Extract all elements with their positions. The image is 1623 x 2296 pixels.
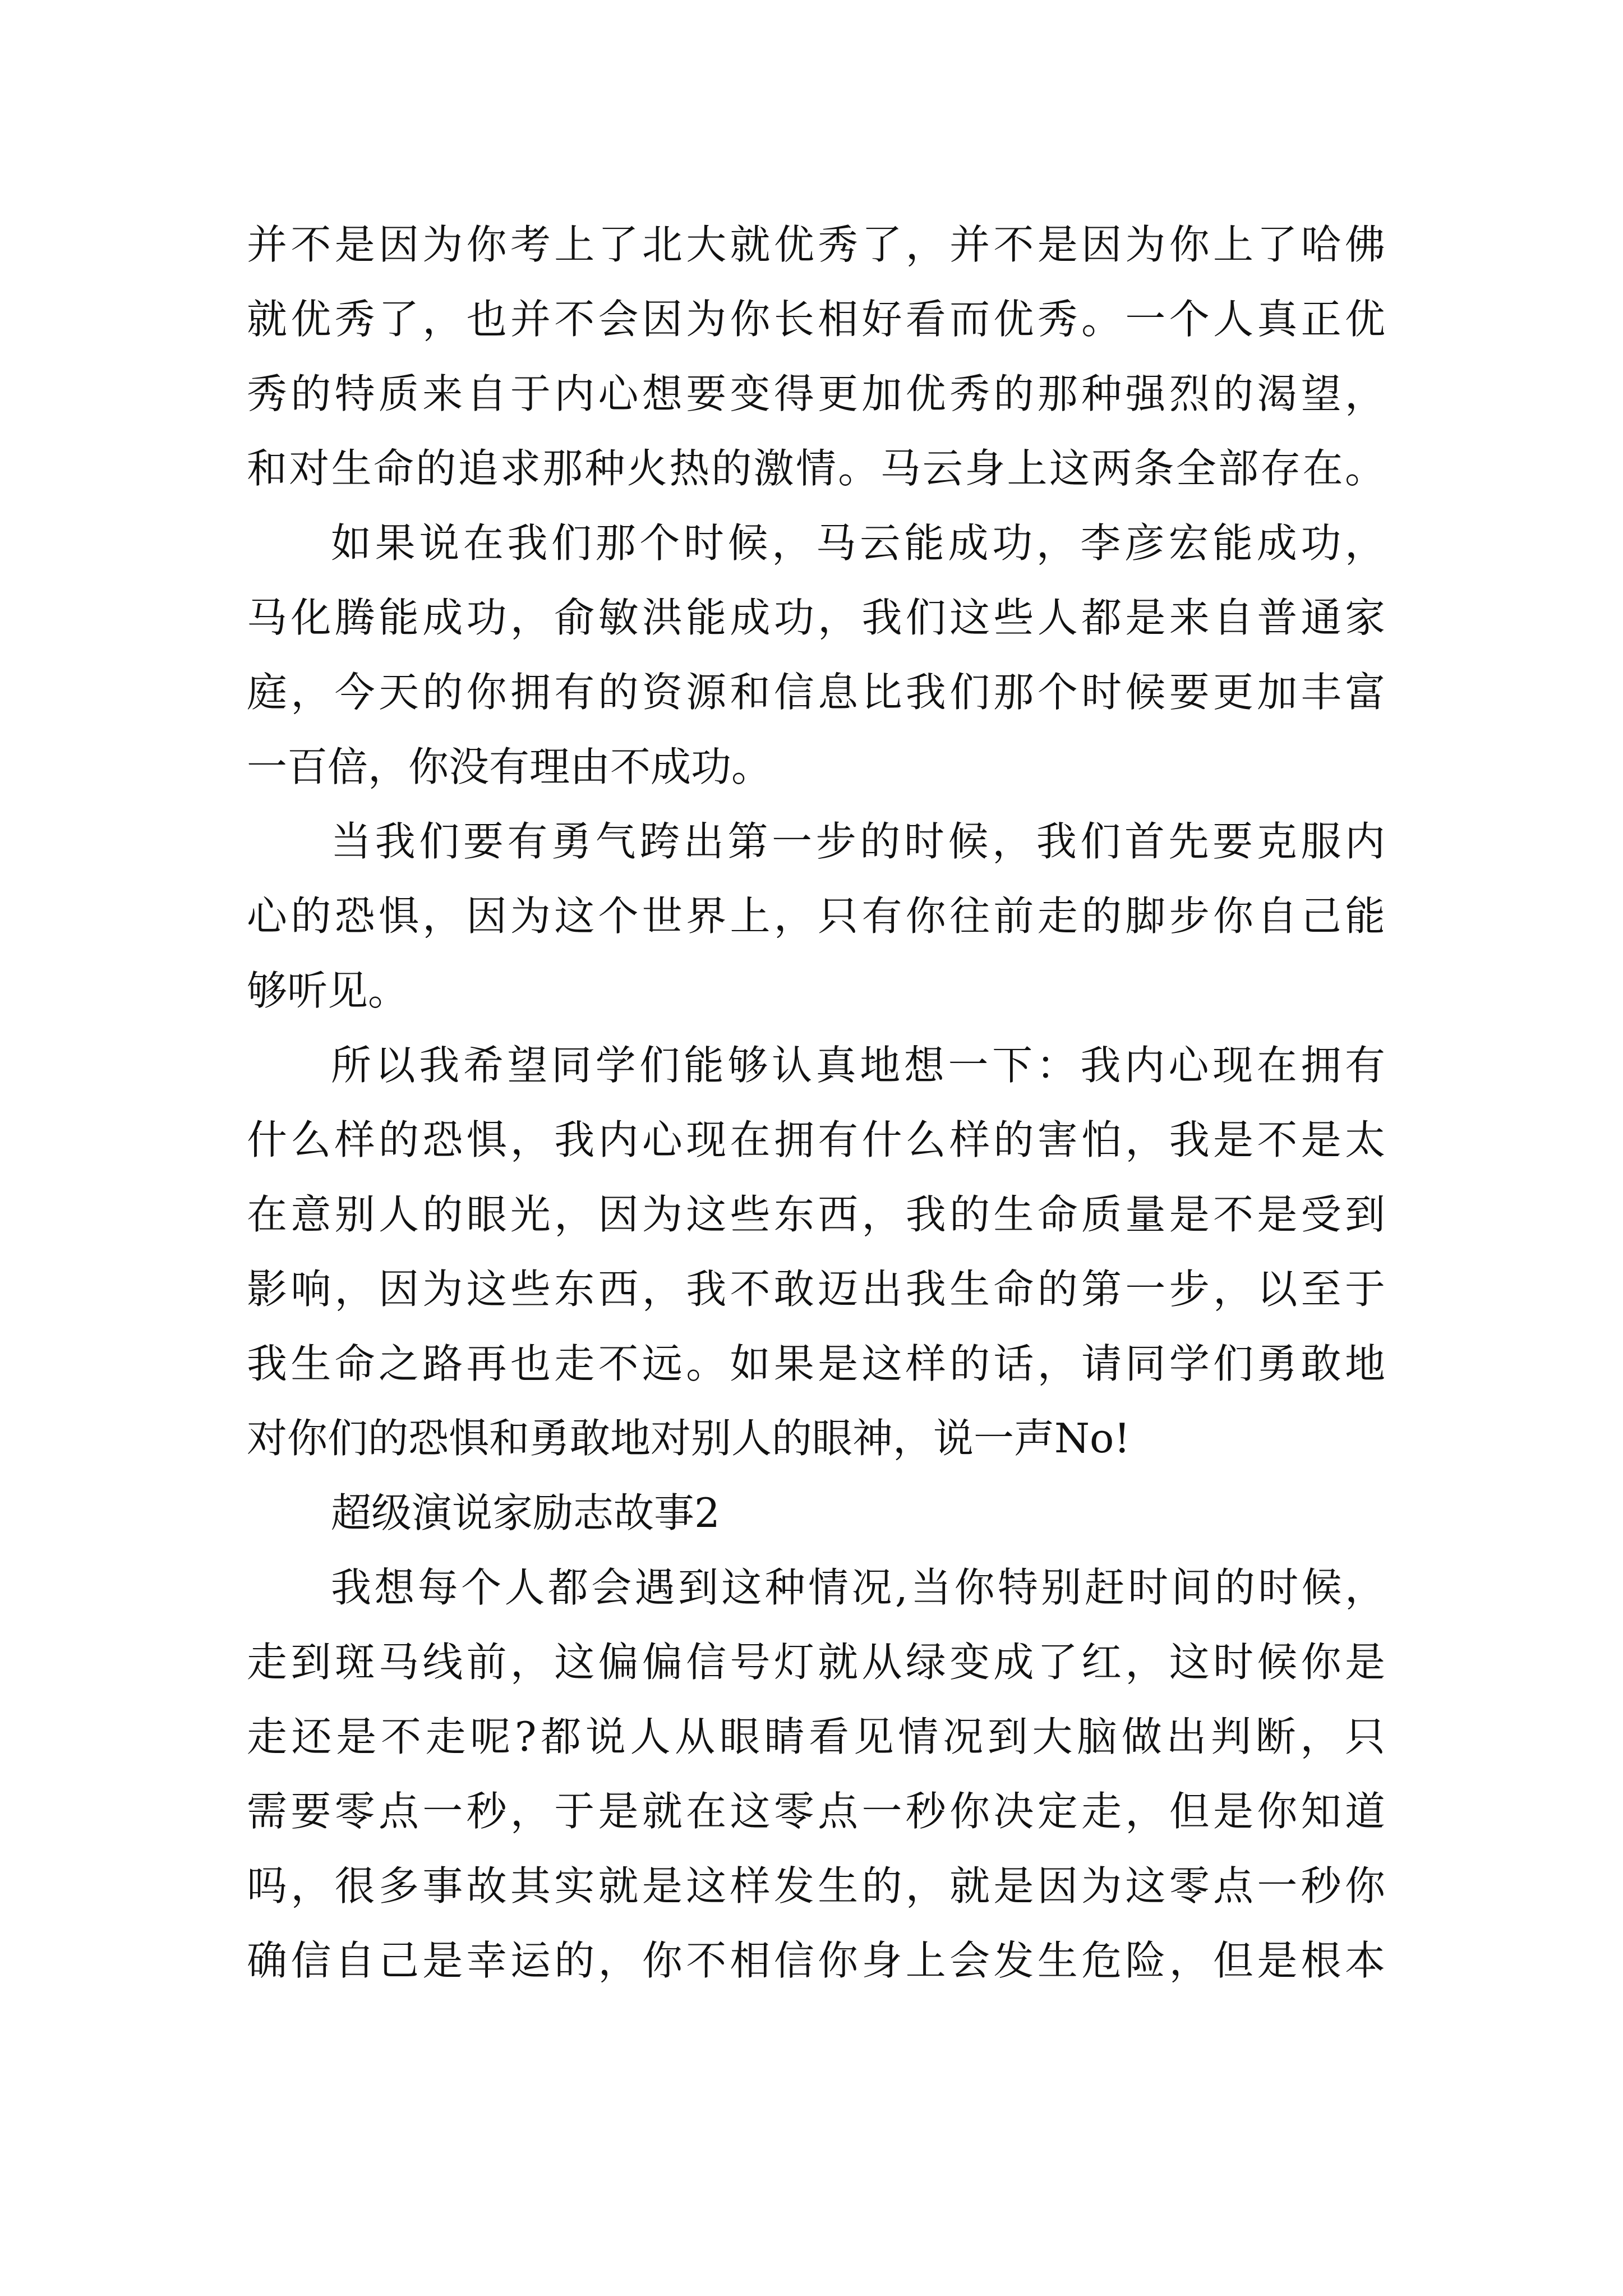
text-line: 秀的特质来自于内心想要变得更加优秀的那种强烈的渴望， [247,370,1385,417]
text-line: 就优秀了，也并不会因为你长相好看而优秀。一个人真正优 [247,296,1385,343]
text-line: 影响，因为这些东西，我不敢迈出我生命的第一步，以至于 [247,1266,1385,1313]
text-line: 确信自己是幸运的，你不相信你身上会发生危险，但是根本 [247,1937,1385,1984]
section-heading: 超级演说家励志故事2 [331,1489,720,1536]
text-line: 走还是不走呢?都说人从眼睛看见情况到大脑做出判断，只 [247,1713,1385,1760]
paragraph-first-line: 当我们要有勇气跨出第一步的时候，我们首先要克服内 [331,818,1385,865]
text-line: 和对生命的追求那种火热的激情。马云身上这两条全部存在。 [247,445,1385,492]
text-line: 一百倍，你没有理由不成功。 [247,743,772,790]
paragraph-first-line: 如果说在我们那个时候，马云能成功，李彦宏能成功， [331,519,1385,567]
text-line: 吗，很多事故其实就是这样发生的，就是因为这零点一秒你 [247,1862,1385,1910]
text-line: 什么样的恐惧，我内心现在拥有什么样的害怕，我是不是太 [247,1116,1385,1163]
text-line: 需要零点一秒，于是就在这零点一秒你决定走，但是你知道 [247,1788,1385,1835]
paragraph-first-line: 我想每个人都会遇到这种情况,当你特别赶时间的时候， [331,1564,1385,1611]
paragraph-first-line: 所以我希望同学们能够认真地想一下：我内心现在拥有 [331,1042,1385,1089]
document-body [247,208,1385,1998]
text-line: 够听见。 [247,967,409,1014]
text-line: 在意别人的眼光，因为这些东西，我的生命质量是不是受到 [247,1191,1385,1238]
text-line: 走到斑马线前，这偏偏信号灯就从绿变成了红，这时候你是 [247,1639,1385,1686]
text-line: 马化腾能成功，俞敏洪能成功，我们这些人都是来自普通家 [247,594,1385,641]
text-line: 并不是因为你考上了北大就优秀了，并不是因为你上了哈佛 [247,221,1385,268]
text-line: 我生命之路再也走不远。如果是这样的话，请同学们勇敢地 [247,1340,1385,1387]
text-line: 庭，今天的你拥有的资源和信息比我们那个时候要更加丰富 [247,669,1385,716]
text-line: 对你们的恐惧和勇敢地对别人的眼神，说一声No! [247,1415,1131,1462]
text-line: 心的恐惧，因为这个世界上，只有你往前走的脚步你自己能 [247,892,1385,940]
